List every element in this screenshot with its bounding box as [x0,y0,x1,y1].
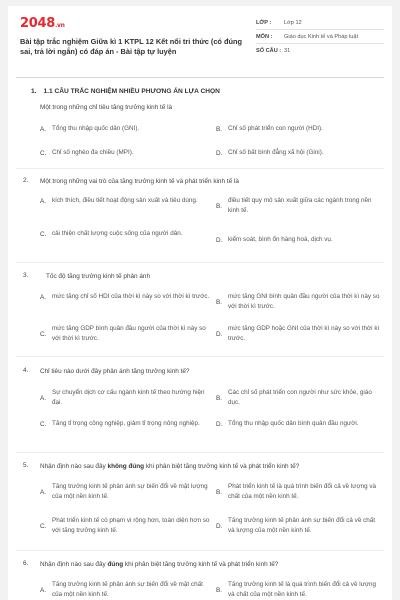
document-meta [256,16,384,58]
document-page [8,6,392,600]
option-d[interactable]: D. Tăng trưởng kinh tế phản ánh sự biến đổi cả về chất và lượng của một nền kinh tế. [216,517,375,534]
meta-key: SỐ CÂU : [256,48,282,54]
section-heading: 1. 1.1 CÂU TRẮC NGHIỆM NHIỀU PHƯƠNG ÁN LỰA CHỌN [31,88,220,95]
question-number: 3. [23,272,29,279]
option-c[interactable]: C. Tăng tỉ trọng công nghiệp, giảm tỉ trọng nông nghiệp. [40,420,200,428]
option-c[interactable]: C. cải thiện chất lượng cuộc sống của người dân. [40,230,183,238]
document-header [8,6,392,66]
option-a[interactable]: A. Tăng trưởng kinh tế phản ánh sự biến đổi về mặt lượng của một nền kinh tế. [40,483,208,500]
option-a[interactable]: A. kích thích, điều tiết hoạt động sản xuất và tiêu dùng. [40,197,198,205]
question-number: 5. [23,462,29,469]
option-a[interactable]: A. Sự chuyển dịch cơ cấu ngành kinh tế theo hướng hiện đại. [40,389,205,406]
question-number: 4. [23,367,29,374]
meta-key: LỚP : [256,19,272,26]
question-divider [16,168,384,169]
question-text: Nhận định nào sau đây đúng khi phân biệt tăng trưởng kinh tế và phát triển kinh tế? [40,561,279,568]
question-text: Nhận định nào sau đây không đúng khi phân biệt tăng trưởng kinh tế và phát triển kinh tế? [40,463,300,470]
question-text: Một trong những chỉ tiêu tăng trưởng kinh tế là [40,104,173,111]
site-logo[interactable]: 2048.vn [20,16,65,31]
question-divider [16,550,384,551]
header-divider [16,77,384,78]
option-c[interactable]: C. mức tăng GDP bình quân đầu người của thời kì này so với thời kì trước. [40,325,206,342]
question-text: Chỉ tiêu nào dưới đây phản ánh tăng trưởng kinh tế? [40,368,190,375]
meta-key: MÔN : [256,33,273,40]
meta-value: 31 [284,48,291,54]
option-b[interactable]: B. điều tiết quy mô sản xuất giữa các ngành trong nền kinh tế. [216,197,372,214]
option-b[interactable]: B. Chỉ số phát triển con người (HDI). [216,125,323,133]
meta-row-count [256,44,384,58]
question-divider [16,452,384,453]
question-number: 6. [23,560,29,567]
option-c[interactable]: C. Chỉ số nghèo đa chiều (MPI). [40,149,134,157]
option-d[interactable]: D. kiểm soát, bình ổn hàng hoá, dịch vụ. [216,236,333,244]
option-c[interactable]: C. Phát triển kinh tế có phạm vi rộng hơn, toàn diện hơn so với tăng trưởng kinh tế. [40,517,210,534]
option-a[interactable]: A. Tổng thu nhập quốc dân (GNI). [40,125,140,133]
option-d[interactable]: D. Tổng thu nhập quốc dân bình quân đầu người. [216,420,359,428]
meta-value: Lớp 12 [284,19,302,26]
question-divider [16,262,384,263]
option-a[interactable]: A. Tăng trưởng kinh tế phản ánh sự biến đổi về mặt chất của một nền kinh tế. [40,581,203,598]
question-text: Một trong những vai trò của tăng trưởng kinh tế và phát triển kinh tế là [40,178,239,185]
option-b[interactable]: B. Phát triển kinh tế là quá trình biến đổi cả về lượng và chất của một nền kinh tế. [216,483,377,500]
question-text: Tốc độ tăng trưởng kinh tế phản ánh [46,273,151,280]
option-b[interactable]: B. Tăng trưởng kinh tế là quá trình biến đổi cả về lượng và chất của một nền kinh tế. [216,581,376,598]
question-number: 2. [23,177,29,184]
document-title: Bài tập trắc nghiệm Giữa kì 1 KTPL 12 Kết nối tri thức (có đúng sai, trả lời ngắn) có đáp án - Bài tập tự luyện [20,37,243,56]
option-b[interactable]: B. mức tăng GNI bình quân đầu người của thời kì này so với thời kì trước. [216,293,380,310]
option-b[interactable]: B. Các chỉ số phát triển con người như sức khỏe, giáo dục. [216,389,372,406]
option-d[interactable]: D. Chỉ số bất bình đẳng xã hội (Gini). [216,149,324,157]
meta-value: Giáo dục Kinh tế và Pháp luật [284,33,359,40]
option-d[interactable]: D. mức tăng GDP hoặc GNI của thời kì này so với thời kì trước. [216,325,380,342]
meta-row-grade [256,16,384,30]
question-divider [16,356,384,357]
option-a[interactable]: A. mức tăng chỉ số HDI của thời kì này so với thời kì trước. [40,293,210,301]
meta-row-subject [256,30,384,44]
